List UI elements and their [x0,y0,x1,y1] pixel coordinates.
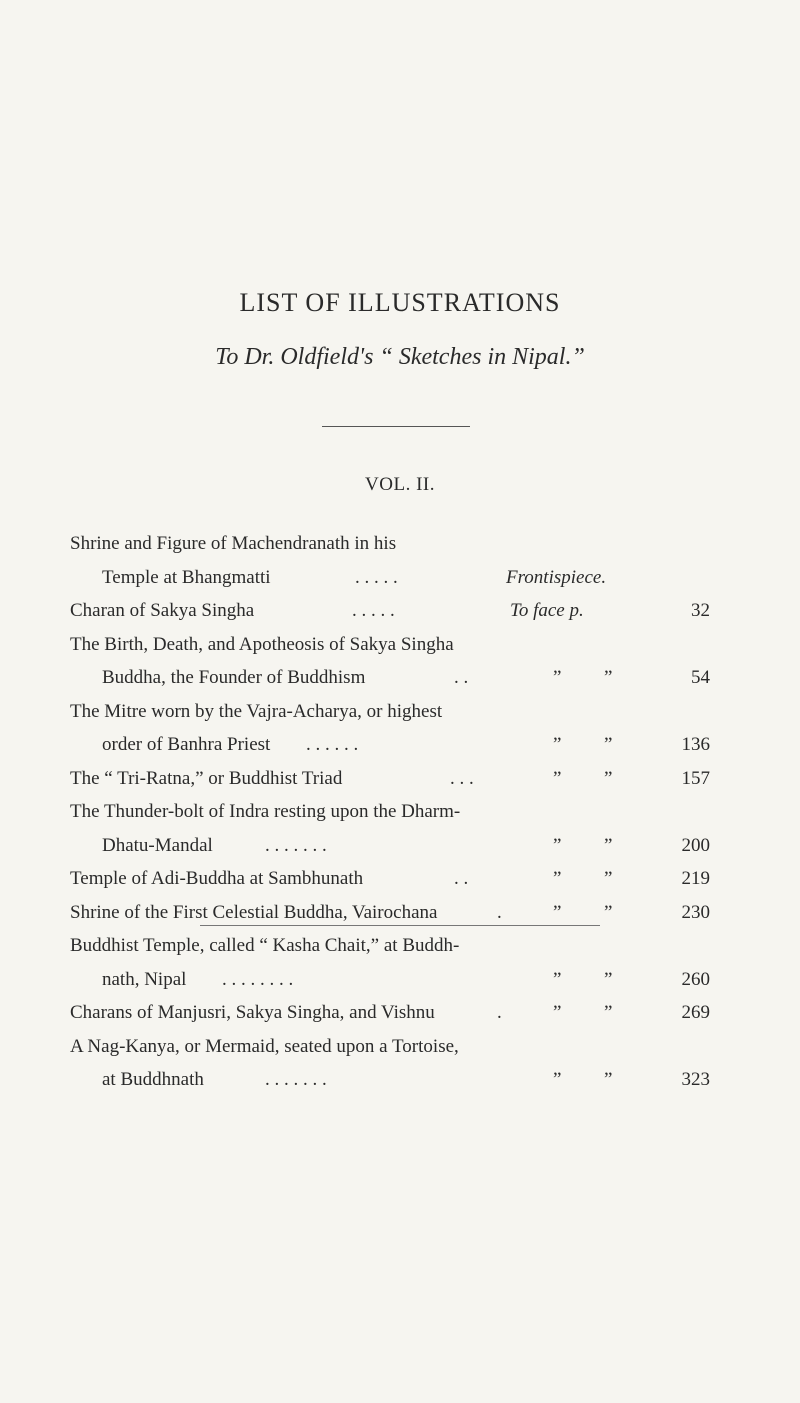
ditto-mark: ” [553,734,562,755]
entry-text: Shrine of the First Celestial Buddha, Vairochana [70,901,438,923]
list-item [70,1030,710,1064]
list-item-continued [70,1063,710,1097]
volume-label: VOL. II. [365,474,435,495]
page-title: LIST OF ILLUSTRATIONS [239,288,561,317]
leader-dots: . [497,1002,502,1023]
leader-dots: . . . . . [355,566,398,588]
ditto-mark: ” [553,1002,562,1023]
list-item-continued [70,829,710,863]
illustration-list [70,527,710,1097]
ditto-mark: ” [553,901,562,923]
entry-text: Shrine and Figure of Machendranath in his [70,533,397,554]
ditto-mark: ” [553,667,562,688]
ditto-mark: ” [604,901,613,923]
leader-dots: . . . . . . . [265,834,327,856]
ditto-mark: ” [604,868,613,889]
leader-dots: . . . [450,767,474,789]
list-item-continued [70,661,710,695]
page-number: 157 [681,767,710,789]
list-item [70,862,710,896]
leader-dots: . [497,901,502,923]
page-number: 200 [681,834,710,856]
page-number: 230 [681,901,710,923]
ditto-mark: ” [604,734,613,755]
entry-text: Temple of Adi-Buddha at Sambhunath [70,868,364,889]
list-item [70,795,710,829]
ditto-mark: ” [604,1069,613,1090]
leader-dots: . . . . . . . . [222,968,294,990]
list-item [70,762,710,796]
list-item [70,896,710,930]
entry-text: at Buddhnath [102,1069,204,1090]
entry-text: Charan of Sakya Singha [70,600,255,621]
ditto-mark: ” [604,767,613,789]
page-number: 269 [681,1002,710,1023]
ditto-mark: ” [553,868,562,889]
divider-rule [322,426,470,427]
page-number: 32 [691,600,710,621]
list-item [70,594,710,628]
ditto-mark: ” [553,834,562,856]
entry-text: Dhatu-Mandal [102,834,213,856]
entry-text: The Mitre worn by the Vajra-Acharya, or highest [70,700,443,722]
list-item-continued [70,561,710,595]
entry-text: The Birth, Death, and Apotheosis of Sakya Singha [70,633,454,655]
page-number: 54 [691,667,710,688]
bottom-rule [200,925,600,926]
entry-text: The “ Tri-Ratna,” or Buddhist Triad [70,767,343,789]
entry-text: A Nag-Kanya, or Mermaid, seated upon a Tortoise, [70,1035,459,1057]
entry-text: The Thunder-bolt of Indra resting upon the Dharm- [70,801,461,822]
page-number: 260 [681,968,710,990]
leader-dots: . . [454,868,469,889]
leader-dots: . . . . . . [306,734,359,755]
ditto-mark: ” [553,767,562,789]
ditto-mark: ” [604,667,613,688]
entry-text: Buddha, the Founder of Buddhism [102,667,366,688]
list-item [70,996,710,1030]
list-item [70,527,710,561]
entry-text: order of Banhra Priest [102,734,271,755]
leader-dots: . . . . . . . [265,1069,327,1090]
ditto-mark: ” [553,1069,562,1090]
list-item-continued [70,728,710,762]
list-item [70,929,710,963]
entry-reference: To face p. [510,600,584,621]
ditto-mark: ” [604,1002,613,1023]
list-item [70,628,710,662]
page-number: 136 [681,734,710,755]
list-item-continued [70,963,710,997]
page-subtitle: To Dr. Oldfield's “ Sketches in Nipal.” [215,344,585,370]
ditto-mark: ” [553,968,562,990]
page-number: 323 [681,1069,710,1090]
page-number: 219 [681,868,710,889]
leader-dots: . . [454,667,469,688]
list-item [70,695,710,729]
entry-text: nath, Nipal [102,968,187,990]
entry-reference: Frontispiece. [506,566,607,588]
ditto-mark: ” [604,968,613,990]
entry-text: Charans of Manjusri, Sakya Singha, and Vishnu [70,1002,435,1023]
entry-text: Temple at Bhangmatti [102,566,271,588]
ditto-mark: ” [604,834,613,856]
leader-dots: . . . . . [352,600,395,621]
entry-text: Buddhist Temple, called “ Kasha Chait,” at Buddh- [70,935,460,956]
